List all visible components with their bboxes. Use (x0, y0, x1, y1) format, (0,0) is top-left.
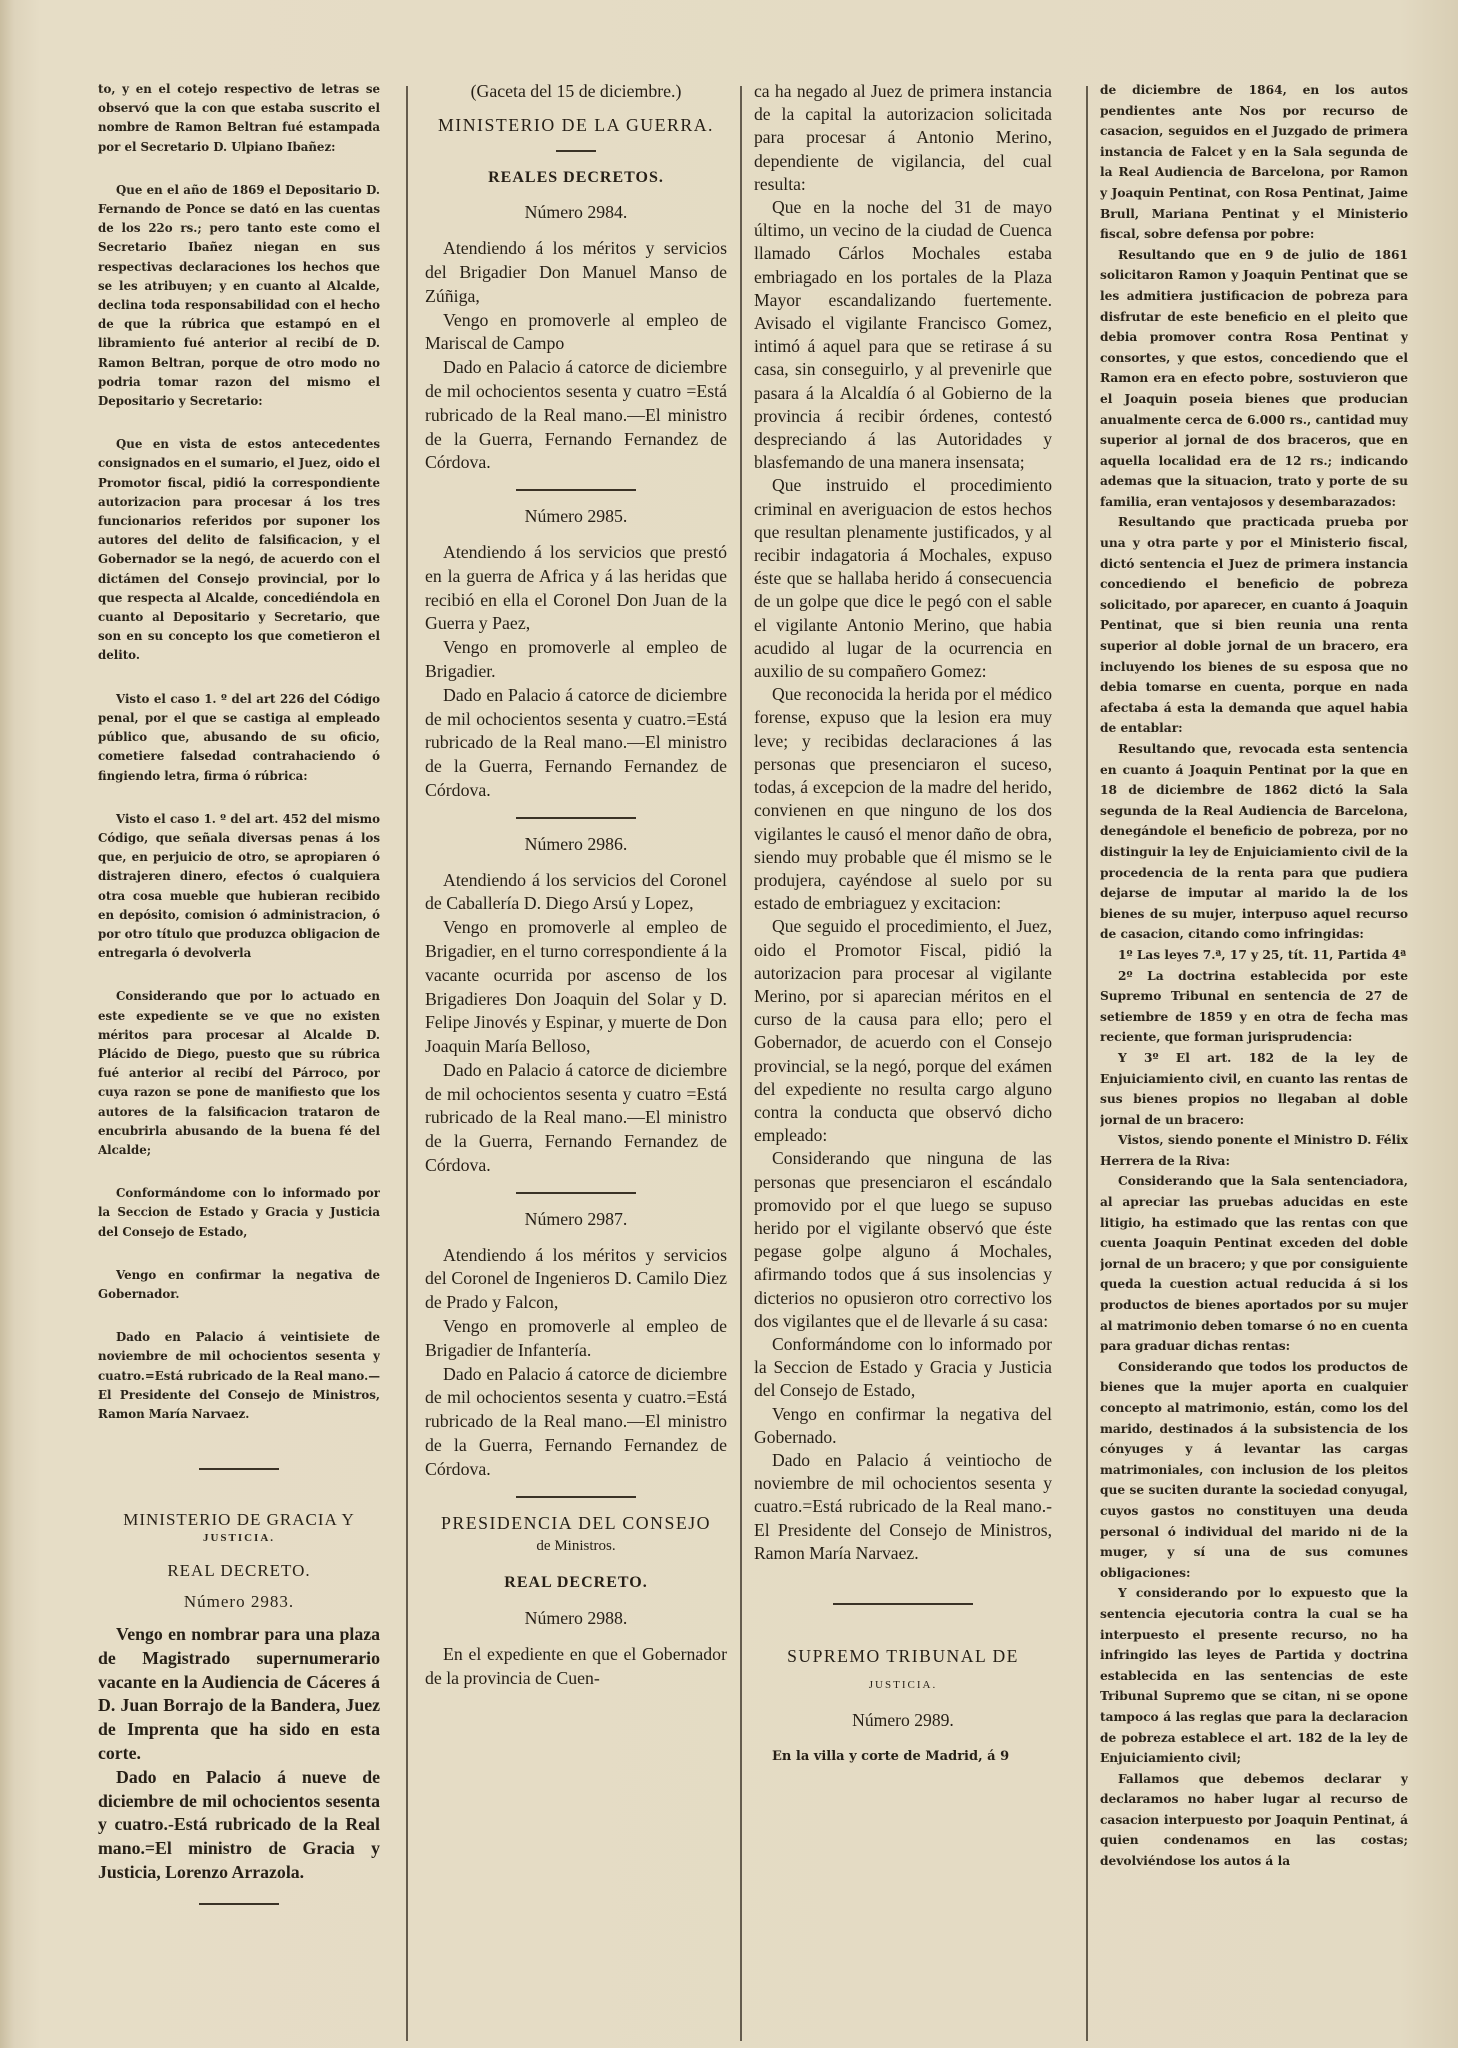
column-3 (754, 80, 1052, 2040)
paragraph: Vengo en confirmar la negativa de Gobernador. (98, 1267, 380, 1301)
ministry-heading: MINISTERIO DE LA GUERRA. (437, 114, 715, 135)
paragraph: Que en la noche del 31 de mayo último, un vecino de la ciudad de Cuenca llamado Cárlos Mochales estaba embriagado en los portales de la Plaza Mayor escandalizando fuertemente. Avisado el vigilante Francisco Gomez, intimó á aquel para que se retirase á su casa, sin conseguirlo, y al prevenirle que pasara á la Alcaldía ó al Gobierno de la provincia á recibir órdenes, contestó despreciando á las Autoridades y blasfemando de una manera insensata; (754, 197, 1052, 473)
section-divider (833, 1603, 973, 1605)
gazette-date: (Gaceta del 15 de diciembre.) (470, 81, 682, 101)
paragraph: Fallamos que debemos declarar y declaramos no haber lugar al recurso de casacion interpuesto por Joaquin Pentinat, á quien condenamos en las costas; devolviéndose los autos á la (1100, 1771, 1408, 1869)
decree-number: Número 2985. (524, 506, 628, 527)
section-divider (516, 489, 636, 491)
paragraph: Dado en Palacio á catorce de diciembre de mil ochocientos sesenta y cuatro.=Está rubricado de la Real mano.—El ministro de la Guerra, Fernando Fernandez de Córdova. (425, 684, 727, 800)
decree-number: Número 2984. (524, 202, 628, 223)
paragraph: Vengo en confirmar la negativa del Gobernado. (754, 1403, 1052, 1447)
paragraph: En el expediente en que el Gobernador de la provincia de Cuen- (425, 1643, 727, 1688)
section-divider (516, 1192, 636, 1194)
paragraph: Y 3º El art. 182 de la ley de Enjuiciamiento civil, en cuanto las rentas de sus bienes propios no llegaban al doble jornal de un bracero: (1100, 1050, 1408, 1127)
decree-number: Número 2986. (524, 833, 628, 854)
presidency-heading: PRESIDENCIA DEL CONSEJO (441, 1512, 711, 1533)
paragraph: Resultando que practicada prueba por una y otra parte y por el Ministerio fiscal, dictó sentencia el Juez de primera instancia concediendo el beneficio de pobreza solicitado, por aparecer, en cuanto á Joaquin Pentinat, que si bien reunia una renta superior al doble jornal de un bracero, era incluyendo los bienes de su esposa que no debia tomarse en cuenta, porque en nada afectaba á esta la demanda que aquel habia de entablar: (1100, 515, 1408, 736)
section-divider (199, 1903, 279, 1905)
paragraph: Considerando que ninguna de las personas que presenciaron el escándalo promovido por el que luego se supuso herido por el vigilante observó que éste pegase golpe alguno á Mochales, afirmando todos que á sus insolencias y dicterios no opusieron otro correctivo los dos vigilantes que el de llevarle á su casa: (754, 1148, 1052, 1331)
column-rule (740, 86, 742, 2041)
presidency-heading-continued: de Ministros. (536, 1538, 616, 1555)
paragraph: Que seguido el procedimiento, el Juez, oido el Promotor Fiscal, pidió la autorizacion para procesar al vigilante Merino, por si aparecian méritos en el curso de la causa para ello; pero el Gobernador, de acuerdo con el Consejo provincial, se la negó, porque del exámen del expediente no resulta cargo alguno contra la conducta que observó dicho empleado: (754, 916, 1052, 1146)
paragraph: Vengo en nombrar para una plaza de Magistrado supernumerario vacante en la Audiencia de Cáceres á D. Juan Borrajo de la Bandera, Juez de Imprenta que ha sido en esta corte. (98, 1624, 380, 1763)
paragraph: Dado en Palacio á catorce de diciembre de mil ochocientos sesenta y cuatro =Está rubricado de la Real mano.—El ministro de la Guerra, Fernando Fernandez de Córdova. (425, 357, 727, 473)
paragraph: Dado en Palacio á nueve de diciembre de mil ochocientos sesenta y cuatro.-Está rubricado de la Real mano.=El ministro de Gracia y Justicia, Lorenzo Arrazola. (98, 1766, 380, 1882)
ministry-heading-continued: JUSTICIA. (202, 1532, 276, 1545)
paragraph: Conformándome con lo informado por la Seccion de Estado y Gracia y Justicia del Consejo de Estado, (98, 1186, 380, 1239)
tribunal-heading: SUPREMO TRIBUNAL DE (787, 1646, 1019, 1666)
paragraph: Considerando que por lo actuado en este expediente se ve que no existen méritos para procesar al Alcalde D. Plácido de Diego, puesto que su rúbrica fué anterior al recibí del Párroco, por cuya razon se pone de manifiesto que los autores de la falsificacion trataron de encubrirla abusando de la buena fé del Alcalde; (98, 989, 380, 1157)
decree-number: Número 2988. (524, 1608, 628, 1629)
decree-number: Número 2983. (183, 1591, 295, 1611)
paragraph: Dado en Palacio á veintisiete de noviembre de mil ochocientos sesenta y cuatro.=Está rubricado de la Real mano.—El Presidente del Consejo de Ministros, Ramon María Narvaez. (98, 1330, 380, 1421)
section-divider (516, 817, 636, 819)
paragraph: Vengo en promoverle al empleo de Brigadier. (425, 637, 727, 681)
paragraph: Dado en Palacio á catorce de diciembre de mil ochocientos sesenta y cuatro =Está rubricado de la Real mano.—El ministro de la Guerra, Fernando Fernandez de Córdova. (425, 1059, 727, 1176)
paragraph: En la villa y corte de Madrid, á 9 (772, 1748, 1010, 1764)
ministry-heading: MINISTERIO DE GRACIA Y (123, 1510, 355, 1530)
column-rule (1086, 86, 1088, 2041)
tribunal-heading-continued: JUSTICIA. (868, 1679, 938, 1692)
paragraph: to, y en el cotejo respectivo de letras se observó que la con que estaba suscrito el nombre de Ramon Beltran fué estampada por el Secretario D. Ulpiano Ibañez: (98, 82, 380, 154)
section-divider (516, 1496, 636, 1498)
section-divider (199, 1468, 279, 1470)
paragraph: ca ha negado al Juez de primera instancia de la capital la autorizacion solicitada para procesar á Antonio Merino, dependiente de vigilancia, del cual resulta: (754, 81, 1052, 194)
paragraph: de diciembre de 1864, en los autos pendientes ante Nos por recurso de casacion, seguidos en el Juzgado de primera instancia de Falcet y en la Sala segunda de la Real Audiencia de Barcelona, por Ramon y Joaquin Pentinat, con Rosa Pentinat, Jaime Brull, Mariana Pentinat y el Ministerio fiscal, sobre defensa por pobre: (1100, 83, 1408, 242)
paragraph: Dado en Palacio á catorce de diciembre de mil ochocientos sesenta y cuatro.=Está rubricado de la Real mano.—El ministro de la Guerra, Fernando Fernandez de Córdova. (425, 1363, 727, 1479)
paragraph: Dado en Palacio á veintiocho de noviembre de mil ochocientos sesenta y cuatro.=Está rubricado de la Real mano.-El Presidente del Consejo de Ministros, Ramon María Narvaez. (754, 1449, 1052, 1563)
decree-heading: REAL DECRETO. (504, 1574, 648, 1592)
paragraph: Y considerando por lo expuesto que la sentencia ejecutoria contra la cual se ha interpuesto el presente recurso, no ha infringido las leyes de Partida y doctrina establecida en las sentencias de este Tribunal Supremo que se citan, ni se opone tampoco á las reglas que para la declaracion de pobreza establece el art. 182 de la ley de Enjuiciamiento civil; (1100, 1586, 1408, 1766)
paragraph: Considerando que todos los productos de bienes que la mujer aporta en cualquier concepto al matrimonio, están, como los del marido, destinados á la subsistencia de los cónyuges y á levantar las cargas matrimoniales, con inclusion de los pleitos que se suciten durante la sociedad conyugal, cuyos gastos no constituyen una deuda personal ó individual del marido ni de la muger, y sí una de sus comunes obligaciones: (1100, 1359, 1408, 1580)
paragraph: Vengo en promoverle al empleo de Mariscal de Campo (425, 309, 727, 354)
paragraph: Visto el caso 1. º del art. 452 del mismo Código, que señala diversas penas á los que, en perjuicio de otro, se apropiaren ó distrajeren dinero, efectos ó cualquiera otra cosa mueble que hubieran recibido en depósito, comision ó administracion, ó por otro título que produzca obligacion de entregarla ó devolverla (98, 811, 380, 961)
paragraph: Que reconocida la herida por el médico forense, expuso que la lesion era muy leve; y recibidas declaraciones á las personas que presenciaron el suceso, todas, á excepcion de la madre del herido, convienen en que ninguno de los dos vigilantes le causó el menor daño de obra, siendo muy probable que él mismo se le produjera, cayéndose al suelo por su estado de embriaguez y excitacion: (754, 684, 1052, 914)
paragraph: Atendiendo á los méritos y servicios del Brigadier Don Manuel Manso de Zúñiga, (425, 238, 727, 306)
paragraph: Que en el año de 1869 el Depositario D. Fernando de Ponce se dató en las cuentas de los 22o rs.; pero tanto este como el Secretario Ibañez niegan en sus respectivas declaraciones los hechos que se les atribuyen; y en cuanto al Alcalde, declina toda responsabilidad con el hecho de que la rúbrica que estampó en el libramiento fué anterior al recibí de D. Ramon Beltran, porque de otro modo no podria tomar razon del mismo el Depositario y Secretario: (98, 182, 380, 409)
paragraph: Que en vista de estos antecedentes consignados en el sumario, el Juez, oido el Promotor fiscal, pidió la correspondiente autorizacion para procesar á los tres funcionarios referidos por suponer los autores del delito de falsificacion, y el Gobernador se la negó, de acuerdo con el dictámen del Consejo provincial, por lo que respecta al Alcalde, concediéndola en cuanto al Depositario y Secretario, que son en su concepto los que cometieron el delito. (98, 437, 380, 663)
section-divider (556, 150, 596, 152)
paragraph: Resultando que, revocada esta sentencia en cuanto á Joaquin Pentinat por la que en 18 de diciembre de 1862 dictó la Sala segunda de la Real Audiencia de Barcelona, denegándole el beneficio de pobreza, por no distinguir la ley de Enjuiciamiento civil de la procedencia de la renta para que pudiera dejarse de imputar al marido la de los bienes de su mujer, interpuso aquel recurso de casacion, citando como infringidas: (1100, 742, 1408, 942)
decree-heading: REAL DECRETO. (167, 1560, 311, 1580)
paragraph: Que instruido el procedimiento criminal en averiguacion de estos hechos que resultan plenamente justificados, y al recibir indagatoria á Mochales, expuso éste que se hallaba herido á consecuencia de un golpe que dice le pegó con el sable el vigilante Antonio Merino, que habia acudido al lugar de la ocurrencia en auxilio de su compañero Gomez: (754, 475, 1052, 682)
paragraph: Vengo en promoverle al empleo de Brigadier de Infantería. (425, 1316, 727, 1360)
paragraph: 2º La doctrina establecida por este Supremo Tribunal en sentencia de 27 de setiembre de 1859 y en otra de fecha mas reciente, que forman jurisprudencia: (1100, 968, 1408, 1045)
column-2 (425, 80, 727, 2040)
decrees-heading: REALES DECRETOS. (488, 168, 664, 186)
paragraph: Considerando que la Sala sentenciadora, al apreciar las pruebas aducidas en este litigio, ha estimado que las rentas con que cuenta Joaquin Pentinat exceden del doble jornal de un bracero; y que por consiguiente queda la cuestion actual reducida á si los productos de bienes aportados por su mujer al matrimonio deben tomarse ó no en cuenta para graduar dichas rentas: (1100, 1174, 1408, 1354)
decree-number: Número 2987. (524, 1208, 628, 1229)
decree-number: Número 2989. (852, 1710, 954, 1731)
paragraph: Atendiendo á los servicios del Coronel de Caballería D. Diego Arsú y Lopez, (425, 869, 727, 914)
column-4 (1100, 80, 1408, 2040)
paragraph: Atendiendo á los servicios que prestó en la guerra de Africa y á las heridas que recibió en ella el Coronel Don Juan de la Guerra y Paez, (425, 541, 727, 634)
paragraph: Vengo en promoverle al empleo de Brigadier, en el turno correspondiente á la vacante ocurrida por ascenso de los Brigadieres Don Joaquin del Solar y D. Felipe Jinovés y Espinar, y muerte de Don Joaquin María Belloso, (425, 917, 727, 1057)
paragraph: Visto el caso 1. º del art 226 del Código penal, por el que se castiga al empleado público que, abusando de su oficio, cometiere falsedad contrahaciendo ó fingiendo letra, firma ó rúbrica: (98, 691, 380, 783)
column-1 (98, 80, 380, 2040)
paragraph: Atendiendo á los méritos y servicios del Coronel de Ingenieros D. Camilo Diez de Prado y Falcon, (425, 1244, 727, 1313)
paragraph: 1º Las leyes 7.ª, 17 y 25, tít. 11, Partida 4ª (1118, 947, 1407, 962)
paragraph: Vistos, siendo ponente el Ministro D. Félix Herrera de la Riva: (1100, 1133, 1408, 1168)
paragraph: Resultando que en 9 de julio de 1861 solicitaron Ramon y Joaquin Pentinat que se les admitiera justificacion de pobreza para disfrutar de este beneficio en el pleito que debia promover contra Rosa Pentinat y consortes, y que estos, concediendo que el Ramon era en efecto pobre, sostuvieron que el Joaquin poseia bienes que producian anualmente cerca de 6.000 rs., cantidad muy superior al jornal de dos braceros, que en aquella localidad era de 12 rs.; indicando ademas que la situacion, trato y porte de su familia, eran ventajosos y desembarazados: (1100, 247, 1408, 509)
paragraph: Conformándome con lo informado por la Seccion de Estado y Gracia y Justicia del Consejo de Estado, (754, 1333, 1052, 1401)
column-rule (406, 86, 408, 2041)
